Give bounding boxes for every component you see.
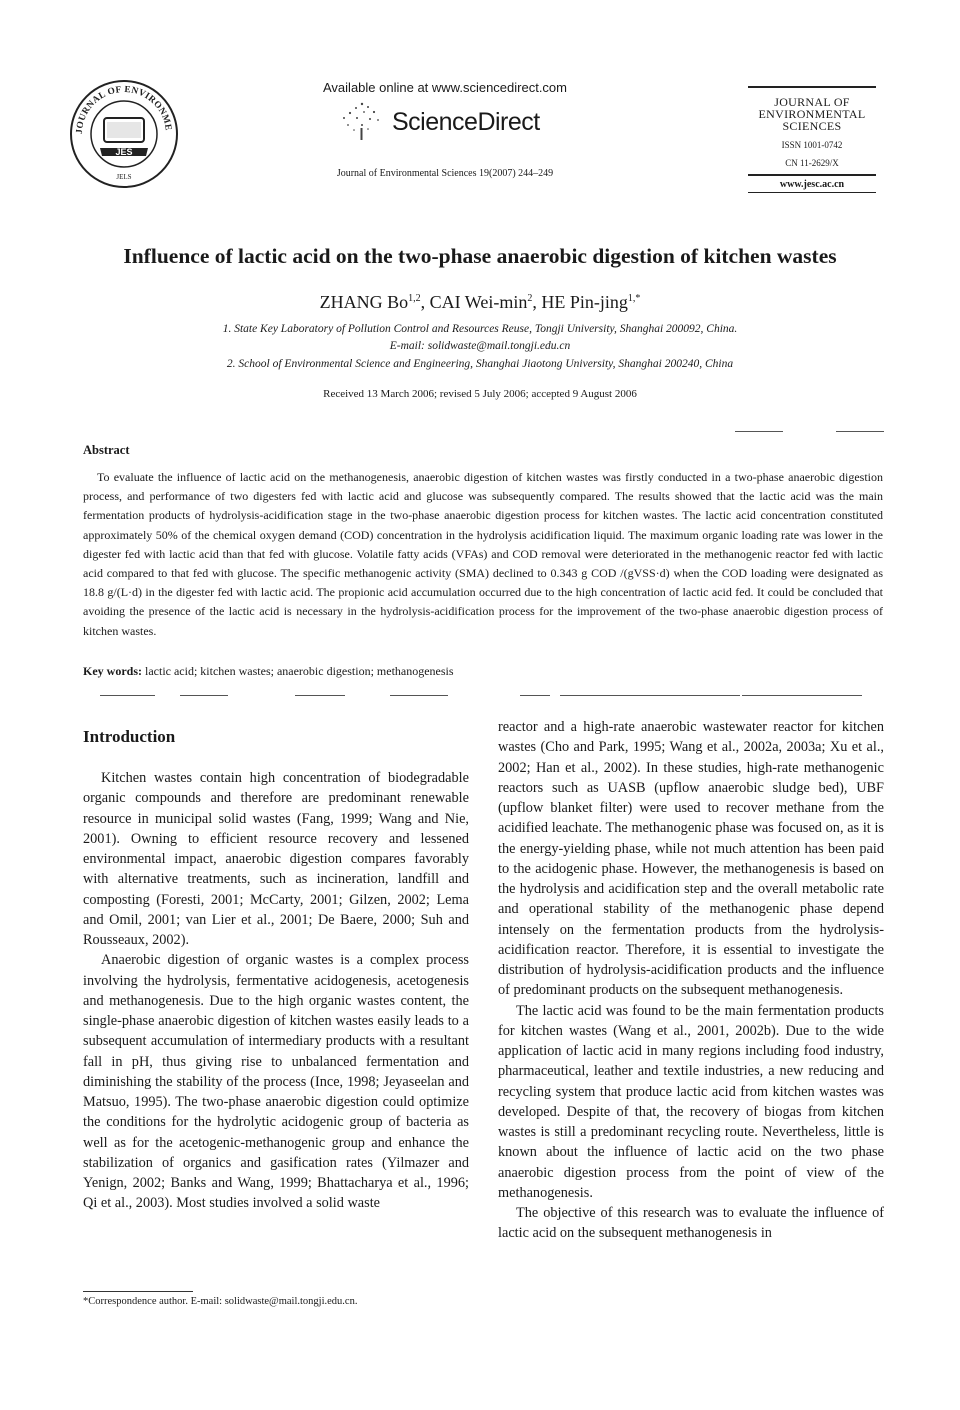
journal-box-rule bbox=[748, 174, 876, 176]
journal-name-line1: JOURNAL OF bbox=[774, 95, 850, 109]
keywords bbox=[83, 664, 883, 679]
divider bbox=[100, 695, 155, 696]
divider bbox=[180, 695, 228, 696]
introduction-heading: Introduction bbox=[83, 727, 176, 746]
journal-website: www.jesc.ac.cn bbox=[779, 179, 845, 190]
author-separator: , bbox=[532, 292, 542, 312]
sciencedirect-wordmark: ScienceDirect bbox=[392, 108, 540, 136]
body-column-right bbox=[498, 717, 884, 1244]
divider bbox=[295, 695, 345, 696]
author-name: ZHANG Bo bbox=[319, 292, 409, 312]
affiliation-1: 1. State Key Laboratory of Pollution Control and Resources Reuse, Tongji University, Shanghai 200092, China. bbox=[222, 323, 738, 335]
author-affiliation-marker: 1,2 bbox=[408, 293, 421, 304]
divider bbox=[520, 695, 550, 696]
correspondence-footnote: *Correspondence author. E-mail: solidwaste@mail.tongji.edu.cn. bbox=[83, 1296, 358, 1307]
author-separator: , bbox=[420, 292, 430, 312]
sciencedirect-tree-icon bbox=[330, 98, 388, 142]
body-paragraph: The objective of this research was to evaluate the influence of lactic acid on the subsequent methanogenesis in bbox=[498, 1205, 884, 1242]
svg-text:JOURNAL OF ENVIRONMENTAL SCIEN: JOURNAL OF ENVIRONME bbox=[74, 84, 173, 135]
journal-citation: Journal of Environmental Sciences 19(2007) 244–249 bbox=[336, 168, 554, 179]
journal-seal-icon bbox=[68, 78, 180, 190]
body-column-left bbox=[83, 768, 469, 1214]
journal-name-line2: ENVIRONMENTAL bbox=[758, 107, 866, 121]
svg-text:JES: JES bbox=[115, 147, 133, 157]
divider bbox=[735, 431, 783, 432]
divider bbox=[836, 431, 884, 432]
journal-cn: CN 11-2629/X bbox=[785, 158, 839, 168]
affiliation-1-email: E-mail: solidwaste@mail.tongji.edu.cn bbox=[389, 340, 571, 352]
article-title: Influence of lactic acid on the two-phase anaerobic digestion of kitchen wastes bbox=[123, 244, 837, 268]
svg-text:JELS: JELS bbox=[116, 173, 132, 181]
affiliation-2: 2. School of Environmental Science and Engineering, Shanghai Jiaotong University, Shanghai 200240, China bbox=[226, 358, 734, 370]
journal-seal-logo bbox=[68, 78, 180, 190]
divider bbox=[560, 695, 740, 696]
journal-issn: ISSN 1001-0742 bbox=[781, 140, 843, 150]
divider bbox=[390, 695, 448, 696]
available-online-text: Available online at www.sciencedirect.com bbox=[323, 80, 567, 95]
body-paragraph: Kitchen wastes contain high concentration of biodegradable organic compounds and therefore are predominant renewable resource in municipal solid wastes (Fang, 1999; Wang and Nie, 2001). Owning to efficient resource recovery and lessened environmental impact, anaerobic digestion compares favorably with alternative treatments, such as incineration, landfill and composting (Foresti, 2001; McCarty, 2001; Gilzen, 2002; Lema and Omil, 2001; van Lier et al., 2001; De Baere, 2000; Suh and Rousseaux, 2002). bbox=[83, 770, 469, 948]
abstract-text: To evaluate the influence of lactic acid on the methanogenesis, anaerobic digestion of kitchen wastes was firstly conducted in a two-phase anaerobic digestion process, and performance of two digesters fed with lactic acid and glucose was subsequently compared. The results showed that the lactic acid was the main fermentation products of hydrolysis-acidification stage in the two-phase anaerobic digestion process for kitchen wastes. The lactic acid concentration constituted approximately 50% of the chemical oxygen demand (COD) concentration in the hydrolysis acidification liquid. The maximum organic loading rate was lower in the digester fed with lactic acid than that fed with glucose. Volatile fatty acids (VFAs) and COD removal were deteriorated in the methanogenic reactor fed with lactic acid compared to that fed with glucose. The specific methanogenic activity (SMA) declined to 0.343 g COD /(gVSS·d) when the COD loading were designated as 18.8 g/(L·d) in the digester fed with lactic acid. The propionic acid accumulation occurred due to the high concentration of lactic acid fed. It could be concluded that avoiding the presence of the lactic acid is necessary in the hydrolysis-acidification process for the improvement of the two-phase anaerobic digestion process of kitchen wastes. bbox=[83, 470, 883, 638]
body-paragraph: Anaerobic digestion of organic wastes is a complex process involving the hydrolysis, fermentative acidogenesis, acetogenesis and methanogenesis. Due to the high organic wastes content, the single-phase anaerobic digestion of kitchen wastes easily leads to a subsequent accumulation of intermediary products with a resultant fall in pH, thus giving rise to unbalanced fermentation and diminishing the stability of the process (Ince, 1998; Jeyaseelan and Matsuo, 1995). The two-phase anaerobic digestion could optimize the conditions for the hydrolytic acidogenic group of bacteria as well as for the acetogenic-methanogenic group and enhance the stabilization of organics and gasification rates (Yilmazer and Yenign, 2002; Banks and Wang, 1999; Bhattacharya et al., 1996; Qi et al., 2003). Most studies involved a solid waste bbox=[83, 952, 469, 1212]
abstract-heading: Abstract bbox=[83, 443, 130, 457]
keywords-list: lactic acid; kitchen wastes; anaerobic digestion; methanogenesis bbox=[145, 664, 454, 678]
journal-info-box bbox=[748, 86, 876, 193]
body-paragraph: reactor and a high-rate anaerobic wastewater reactor for kitchen wastes (Cho and Park, 1995; Wang et al., 2002a, 2003a; Xu et al., 2002; Han et al., 2002). In these studies, high-rate methanogenic reactors such as UASB (upflow anaerobic sludge bed), UBF (upflow blanket filter) were used to recover methane from the acidified leachate. The methanogenic phase was focused on, as it is the energy-yielding phase, while not much attention has been paid to the acidogenic phase. However, the methanogenesis is based on the hydrolysis and acidification step and the overall metabolic rate and operational stability of the methanogenic phase depend intensely on the fermentation products from the hydrolysis-acidification reactor. Therefore, it is essential to investigate the distribution of hydrolysis-acidification products and the influence of predominant products on the subsequent methanogenesis. bbox=[498, 719, 884, 999]
body-paragraph: The lactic acid was found to be the main fermentation products for kitchen wastes (Wang et al., 2001, 2002b). Due to the wide application of lactic acid in many regions including food industry, pharmaceutical, leather and textile industries, a new reducing and recycling system that produce lactic acid from kitchen wastes was developed. Despite of that, the recovery of biogas from kitchen wastes is still a predominant recycling route. Nevertheless, little is known about the influence of lactic acid on the two phase anaerobic digestion process from the point of view of the methanogenesis. bbox=[498, 1002, 884, 1201]
footnote-rule bbox=[83, 1291, 193, 1292]
keywords-label: Key words: bbox=[83, 664, 142, 678]
journal-box-bottom-rule bbox=[748, 192, 876, 193]
author-affiliation-marker: 2 bbox=[527, 293, 533, 304]
received-dates: Received 13 March 2006; revised 5 July 2006; accepted 9 August 2006 bbox=[323, 388, 637, 400]
journal-name-line3: SCIENCES bbox=[782, 119, 842, 133]
journal-box-top-rule bbox=[748, 86, 876, 88]
author-list bbox=[180, 292, 780, 313]
divider bbox=[742, 695, 862, 696]
author-name: HE Pin-jing bbox=[541, 292, 628, 312]
author-name: CAI Wei-min bbox=[429, 292, 528, 312]
author-affiliation-marker: 1,* bbox=[627, 293, 641, 304]
sciencedirect-logo bbox=[330, 98, 590, 142]
